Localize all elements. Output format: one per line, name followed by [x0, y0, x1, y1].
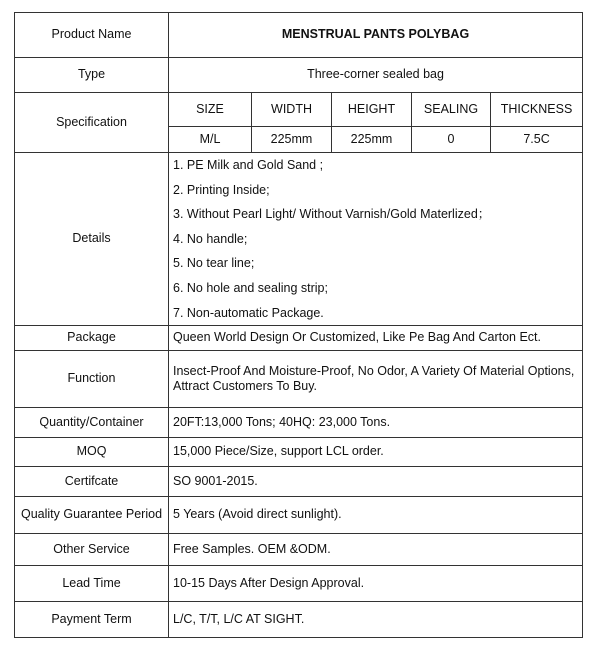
- detail-item: 5. No tear line;: [173, 256, 255, 271]
- row-other-service: [15, 534, 583, 566]
- row-type: [15, 58, 583, 93]
- spec-header-height: HEIGHT: [332, 93, 412, 127]
- spec-header-thickness: THICKNESS: [491, 93, 583, 127]
- specification-label: Specification: [15, 93, 169, 153]
- row-quantity: [15, 408, 583, 438]
- row-guarantee: [15, 497, 583, 534]
- lead-time-value: 10-15 Days After Design Approval.: [169, 566, 583, 602]
- type-label: Type: [15, 58, 169, 93]
- type-value: Three-corner sealed bag: [169, 58, 583, 93]
- detail-item: 2. Printing Inside;: [173, 182, 270, 197]
- detail-item: 4. No handle;: [173, 231, 248, 246]
- quantity-label: Quantity/Container: [15, 408, 169, 438]
- details-label: Details: [15, 153, 169, 326]
- row-product-name: [15, 13, 583, 58]
- spec-header-width: WIDTH: [252, 93, 332, 127]
- product-name-value: MENSTRUAL PANTS POLYBAG: [169, 13, 583, 58]
- certificate-value: SO 9001-2015.: [169, 467, 583, 497]
- product-name-label: Product Name: [15, 13, 169, 58]
- guarantee-label: Quality Guarantee Period: [15, 497, 169, 534]
- row-specification-headers: [15, 93, 583, 127]
- detail-item: 3. Without Pearl Light/ Without Varnish/Gold Materlized；: [173, 207, 491, 222]
- quantity-value: 20FT:13,000 Tons; 40HQ: 23,000 Tons.: [169, 408, 583, 438]
- lead-time-label: Lead Time: [15, 566, 169, 602]
- moq-label: MOQ: [15, 438, 169, 467]
- payment-label: Payment Term: [15, 602, 169, 638]
- details-list: [169, 153, 583, 326]
- row-package: [15, 326, 583, 351]
- spec-value-height: 225mm: [332, 127, 412, 153]
- detail-item: 1. PE Milk and Gold Sand ;: [173, 158, 324, 172]
- certificate-label: Certifcate: [15, 467, 169, 497]
- row-payment-term: [15, 602, 583, 638]
- function-value: Insect-Proof And Moisture-Proof, No Odor, A Variety Of Material Options, Attract Customers To Buy.: [169, 351, 583, 408]
- row-details: [15, 153, 583, 326]
- spec-header-size: SIZE: [169, 93, 252, 127]
- moq-value: 15,000 Piece/Size, support LCL order.: [169, 438, 583, 467]
- spec-value-size: M/L: [169, 127, 252, 153]
- service-value: Free Samples. OEM &ODM.: [169, 534, 583, 566]
- detail-item: 6. No hole and sealing strip;: [173, 280, 328, 295]
- package-label: Package: [15, 326, 169, 351]
- spec-value-width: 225mm: [252, 127, 332, 153]
- guarantee-value: 5 Years (Avoid direct sunlight).: [169, 497, 583, 534]
- package-value: Queen World Design Or Customized, Like Pe Bag And Carton Ect.: [169, 326, 583, 351]
- spec-header-sealing: SEALING: [412, 93, 491, 127]
- function-label: Function: [15, 351, 169, 408]
- spec-value-sealing: 0: [412, 127, 491, 153]
- service-label: Other Service: [15, 534, 169, 566]
- row-moq: [15, 438, 583, 467]
- spec-value-thickness: 7.5C: [491, 127, 583, 153]
- row-function: [15, 351, 583, 408]
- payment-value: L/C, T/T, L/C AT SIGHT.: [169, 602, 583, 638]
- row-certificate: [15, 467, 583, 497]
- detail-item: 7. Non-automatic Package.: [173, 305, 324, 320]
- product-spec-table: [14, 12, 583, 638]
- row-lead-time: [15, 566, 583, 602]
